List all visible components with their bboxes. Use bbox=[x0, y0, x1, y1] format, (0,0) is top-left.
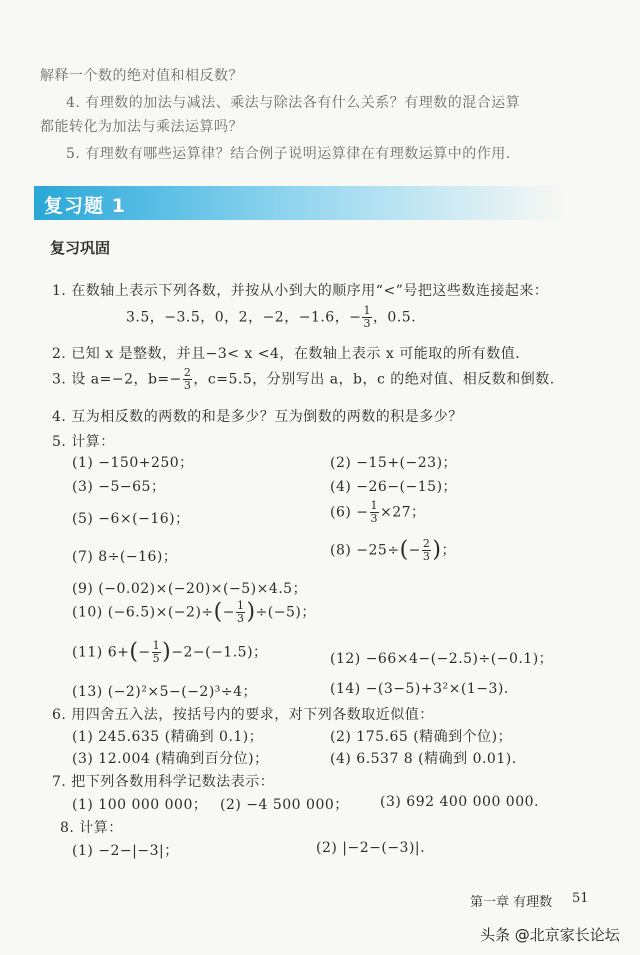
q8-part-1: (1) −2−|−3|； bbox=[72, 843, 179, 859]
q5-part-13: (13) (−2)²×5−(−2)³÷4； bbox=[72, 684, 258, 700]
q5-part-1: (1) −150+250； bbox=[72, 455, 194, 471]
q7-part-3: (3) 692 400 000 000. bbox=[380, 794, 539, 810]
q5-part-6: (6) − $\frac{1}{3}$ ×27； bbox=[330, 499, 426, 525]
q5-part-5: (5) −6×(−16)； bbox=[72, 511, 190, 527]
question-6-title: 6. 用四舍五入法，按括号内的要求，对下列各数取近似值： bbox=[52, 707, 434, 723]
question-8-title: 8. 计算： bbox=[60, 820, 123, 836]
q7-part-2: (2) −4 500 000； bbox=[220, 797, 349, 813]
question-4: 4. 互为相反数的两数的和是多少？互为倒数的两数的积是多少？ bbox=[52, 409, 463, 425]
q5-part-11: (11) 6+(− $\frac{1}{5}$ )−2−(−1.5)； bbox=[72, 639, 268, 665]
q6-part-2: (2) 175.65 (精确到个位)； bbox=[330, 729, 513, 745]
chapter-label: 第一章 有理数 bbox=[470, 895, 553, 910]
intro-line-1: 解释一个数的绝对值和相反数？ bbox=[40, 68, 243, 84]
q8-part-2: (2) |−2−(−3)|. bbox=[316, 840, 426, 856]
question-5-title: 5. 计算： bbox=[52, 434, 115, 450]
q6-part-3: (3) 12.004 (精确到百分位)； bbox=[72, 751, 269, 767]
q5-part-7: (7) 8÷(−16)； bbox=[72, 549, 178, 565]
intro-line-3: 都能转化为加法与乘法运算吗？ bbox=[40, 119, 243, 135]
q5-part-3: (3) −5−65； bbox=[72, 479, 166, 495]
question-1: 1. 在数轴上表示下列各数，并按从小到大的顺序用“<”号把这些数连接起来： bbox=[52, 283, 549, 299]
question-7-title: 7. 把下列各数用科学记数法表示： bbox=[52, 774, 275, 790]
q5-part-8: (8) −25÷(− $\frac{2}{3}$ )； bbox=[330, 537, 456, 563]
q5-part-4: (4) −26−(−15)； bbox=[330, 479, 458, 495]
page-number: 51 bbox=[572, 891, 589, 906]
q7-part-1: (1) 100 000 000； bbox=[72, 797, 208, 813]
q5-part-10: (10) (−6.5)×(−2)÷(− $\frac{1}{3}$ )÷(−5)； bbox=[72, 599, 316, 625]
q5-part-9: (9) (−0.02)×(−20)×(−5)×4.5； bbox=[72, 581, 308, 597]
question-3: 3. 设 a=−2，b=− $\frac{2}{3}$ ，c=5.5，分别写出 a，b，c 的绝对值、相反数和倒数. bbox=[52, 366, 555, 392]
intro-line-4: 5. 有理数有哪些运算律？结合例子说明运算律在有理数运算中的作用. bbox=[66, 146, 511, 162]
q5-part-2: (2) −15+(−23)； bbox=[330, 455, 458, 471]
question-2: 2. 已知 x 是整数，并且−3< x <4，在数轴上表示 x 可能取的所有数值. bbox=[52, 346, 521, 362]
question-1-numbers: 3.5，−3.5，0，2，−2，−1.6，− $\frac{1}{3}$ ，0.5. bbox=[126, 304, 417, 330]
section-title: 复习巩固 bbox=[50, 239, 111, 257]
q6-part-4: (4) 6.537 8 (精确到 0.01). bbox=[330, 751, 517, 767]
intro-line-2: 4. 有理数的加法与减法、乘法与除法各有什么关系？有理数的混合运算 bbox=[66, 95, 521, 111]
watermark: 头条 @北京家长论坛 bbox=[480, 926, 620, 944]
q5-part-12: (12) −66×4−(−2.5)÷(−0.1)； bbox=[330, 651, 554, 667]
q6-part-1: (1) 245.635 (精确到 0.1)； bbox=[72, 729, 264, 745]
banner-title: 复习题 1 bbox=[44, 195, 126, 217]
q5-part-14: (14) −(3−5)+3²×(1−3). bbox=[330, 681, 509, 697]
